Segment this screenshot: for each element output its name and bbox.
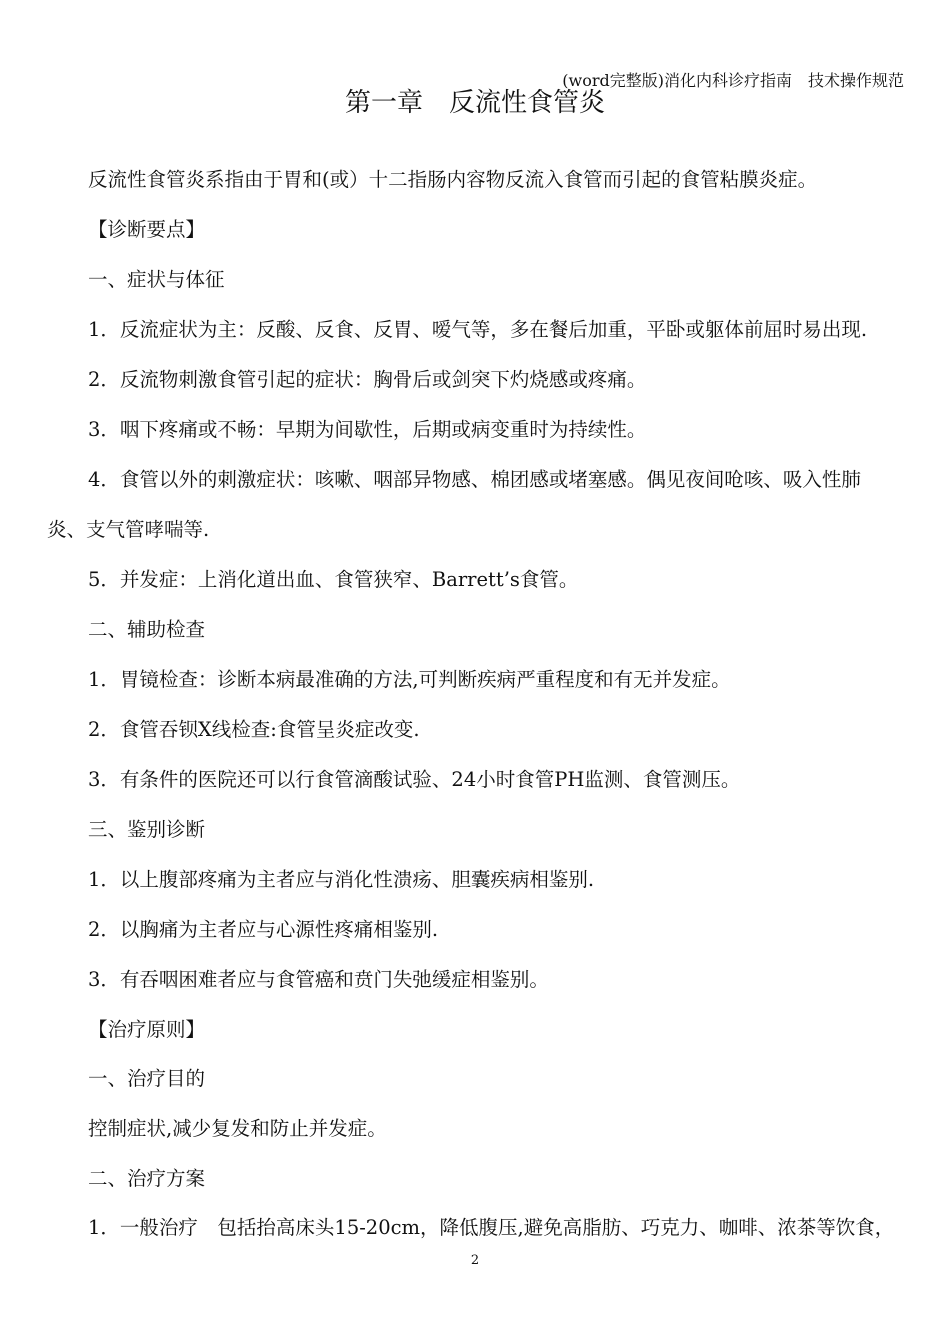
differential-item-2: 2．以胸痛为主者应与心源性疼痛相鉴别. xyxy=(88,918,439,941)
exam-item-1: 1．胃镜检查：诊断本病最准确的方法,可判断疾病严重程度和有无并发症。 xyxy=(88,668,731,691)
treatment-goal-text: 控制症状,减少复发和防止并发症。 xyxy=(88,1117,387,1140)
differential-item-1: 1．以上腹部疼痛为主者应与消化性溃疡、胆囊疾病相鉴别. xyxy=(88,868,595,891)
symptom-item-4-continued: 炎、支气管哮喘等. xyxy=(47,518,210,541)
subheading-treatment-plan: 二、治疗方案 xyxy=(88,1167,206,1190)
symptom-item-2: 2．反流物刺激食管引起的症状：胸骨后或剑突下灼烧感或疼痛。 xyxy=(88,368,647,391)
symptom-item-4: 4．食管以外的刺激症状：咳嗽、咽部异物感、棉团感或堵塞感。偶见夜间呛咳、吸入性肺 xyxy=(88,468,861,491)
exam-item-2: 2．食管吞钡X线检查:食管呈炎症改变. xyxy=(88,718,420,741)
section-heading-treatment: 【治疗原则】 xyxy=(88,1018,206,1041)
exam-item-3: 3．有条件的医院还可以行食管滴酸试验、24小时食管PH监测、食管测压。 xyxy=(88,768,741,791)
treatment-plan-item-1: 1．一般治疗 包括抬高床头15-20cm，降低腹压,避免高脂肪、巧克力、咖啡、浓茶等饮食， xyxy=(88,1216,895,1239)
symptom-item-3: 3．咽下疼痛或不畅：早期为间歇性，后期或病变重时为持续性。 xyxy=(88,418,647,441)
subheading-symptoms: 一、症状与体征 xyxy=(88,268,225,291)
subheading-auxiliary-exams: 二、辅助检查 xyxy=(88,618,206,641)
page-number: 2 xyxy=(470,1253,480,1268)
symptom-item-1: 1．反流症状为主：反酸、反食、反胃、嗳气等，多在餐后加重，平卧或躯体前屈时易出现. xyxy=(88,318,868,341)
subheading-treatment-goal: 一、治疗目的 xyxy=(88,1067,206,1090)
section-heading-diagnosis: 【诊断要点】 xyxy=(88,218,206,241)
intro-paragraph: 反流性食管炎系指由于胃和(或）十二指肠内容物反流入食管而引起的食管粘膜炎症。 xyxy=(88,168,818,191)
header-note: (word完整版)消化内科诊疗指南 技术操作规范 xyxy=(562,71,904,90)
symptom-item-5: 5．并发症：上消化道出血、食管狭窄、Barrett’s食管。 xyxy=(88,568,579,591)
differential-item-3: 3．有吞咽困难者应与食管癌和贲门失弛缓症相鉴别。 xyxy=(88,968,549,991)
subheading-differential: 三、鉴别诊断 xyxy=(88,818,206,841)
page-title: 第一章 反流性食管炎 xyxy=(344,88,605,118)
